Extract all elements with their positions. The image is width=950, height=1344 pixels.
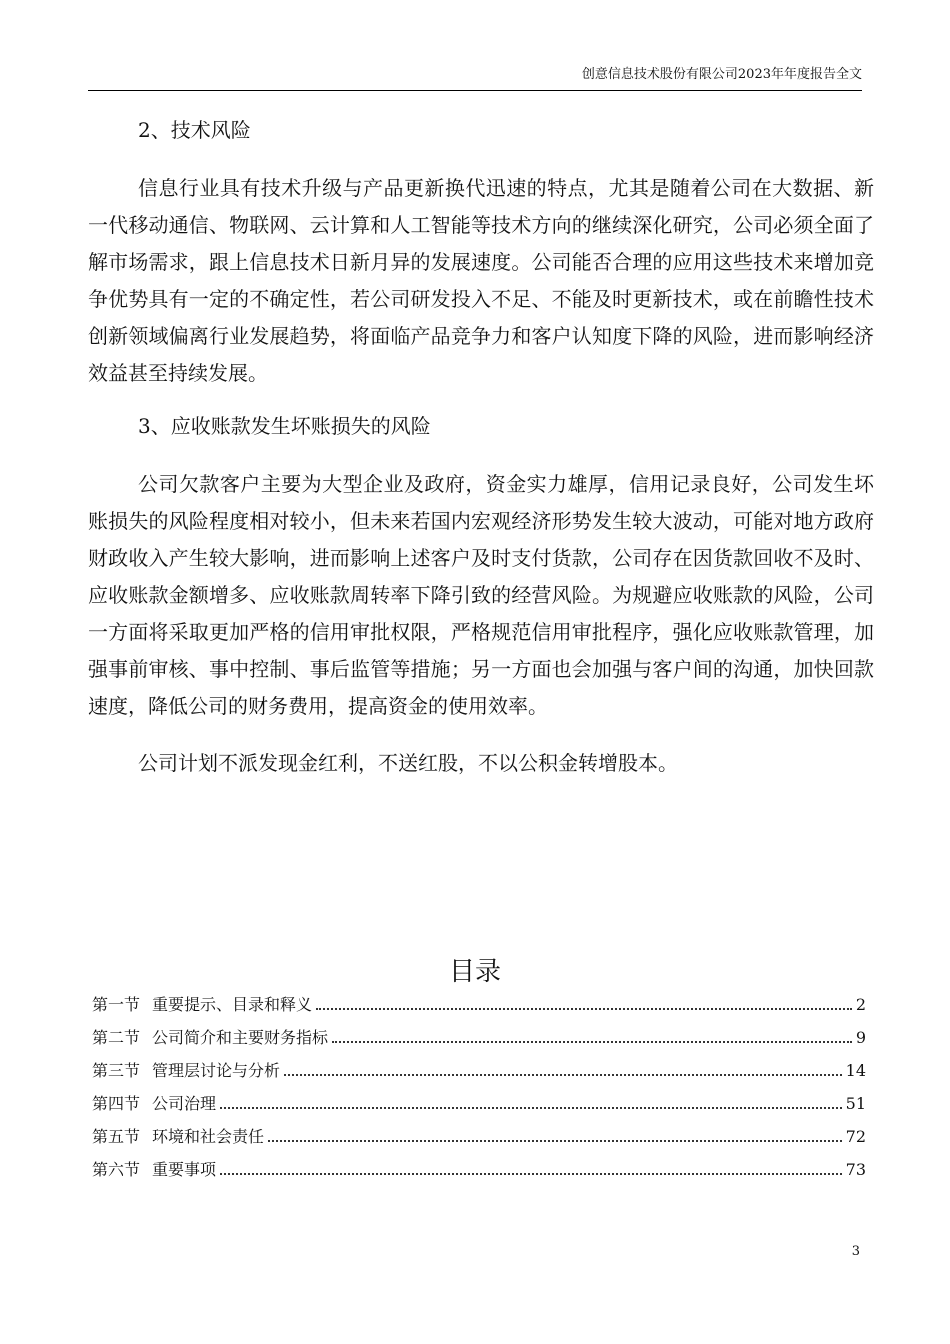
toc-leader-dots	[220, 1173, 842, 1175]
toc-name: 管理层讨论与分析	[152, 1061, 281, 1080]
toc-page: 51	[845, 1094, 866, 1113]
section-heading-tech-risk: 2、技术风险	[138, 118, 251, 142]
toc-entry[interactable]	[92, 1087, 866, 1120]
spacer	[88, 725, 874, 745]
toc-entry[interactable]	[92, 988, 866, 1021]
toc-section: 第六节	[92, 1160, 141, 1179]
toc-title: 目录	[448, 957, 501, 987]
toc-section: 第二节	[92, 1028, 141, 1047]
table-of-contents	[92, 988, 866, 1186]
toc-name: 公司简介和主要财务指标	[152, 1028, 329, 1047]
toc-page: 14	[845, 1061, 866, 1080]
toc-section: 第三节	[92, 1061, 141, 1080]
toc-leader-dots	[316, 1008, 852, 1010]
toc-page: 73	[845, 1160, 866, 1179]
toc-name: 重要事项	[152, 1160, 217, 1179]
page-number: 3	[851, 1244, 860, 1259]
toc-page: 9	[855, 1028, 866, 1047]
toc-leader-dots	[284, 1074, 842, 1076]
dividend-statement: 公司计划不派发现金红利，不送红股，不以公积金转增股本。	[138, 751, 678, 775]
toc-leader-dots	[268, 1140, 842, 1142]
toc-leader-dots	[332, 1041, 852, 1043]
toc-name: 环境和社会责任	[152, 1127, 265, 1146]
toc-page: 2	[855, 995, 866, 1014]
toc-page: 72	[845, 1127, 866, 1146]
toc-entry[interactable]	[92, 1054, 866, 1087]
toc-section: 第一节	[92, 995, 141, 1014]
toc-section: 第四节	[92, 1094, 141, 1113]
toc-name: 重要提示、目录和释义	[152, 995, 313, 1014]
toc-name: 公司治理	[152, 1094, 217, 1113]
page-header	[88, 66, 862, 91]
section-heading-receivables-risk: 3、应收账款发生坏账损失的风险	[138, 414, 431, 438]
toc-entry[interactable]	[92, 1021, 866, 1054]
section-paragraph-receivables-risk: 公司欠款客户主要为大型企业及政府，资金实力雄厚，信用记录良好，公司发生坏账损失的风险程度相对较小，但未来若国内宏观经济形势发生较大波动，可能对地方政府财政收入产生较大影响，进而影响上述客户及时支付货款，公司存在因货款回收不及时、应收账款金额增多、应收账款周转率下降引致的经营风险。为规避应收账款的风险，公司一方面将采取更加严格的信用审批权限，严格规范信用审批程序，强化应收账款管理，加强事前审核、事中控制、事后监管等措施；另一方面也会加强与客户间的沟通，加快回款速度，降低公司的财务费用，提高资金的使用效率。	[88, 472, 874, 718]
toc-entry[interactable]	[92, 1120, 866, 1153]
toc-leader-dots	[220, 1107, 842, 1109]
main-content	[88, 96, 874, 782]
section-paragraph-tech-risk: 信息行业具有技术升级与产品更新换代迅速的特点，尤其是随着公司在大数据、新一代移动通信、物联网、云计算和人工智能等技术方向的继续深化研究，公司必须全面了解市场需求，跟上信息技术日新月异的发展速度。公司能否合理的应用这些技术来增加竞争优势具有一定的不确定性，若公司研发投入不足、不能及时更新技术，或在前瞻性技术创新领域偏离行业发展趋势，将面临产品竞争力和客户认知度下降的风险，进而影响经济效益甚至持续发展。	[88, 176, 874, 385]
toc-entry[interactable]	[92, 1153, 866, 1186]
toc-section: 第五节	[92, 1127, 141, 1146]
report-title: 创意信息技术股份有限公司2023年年度报告全文	[581, 67, 862, 82]
